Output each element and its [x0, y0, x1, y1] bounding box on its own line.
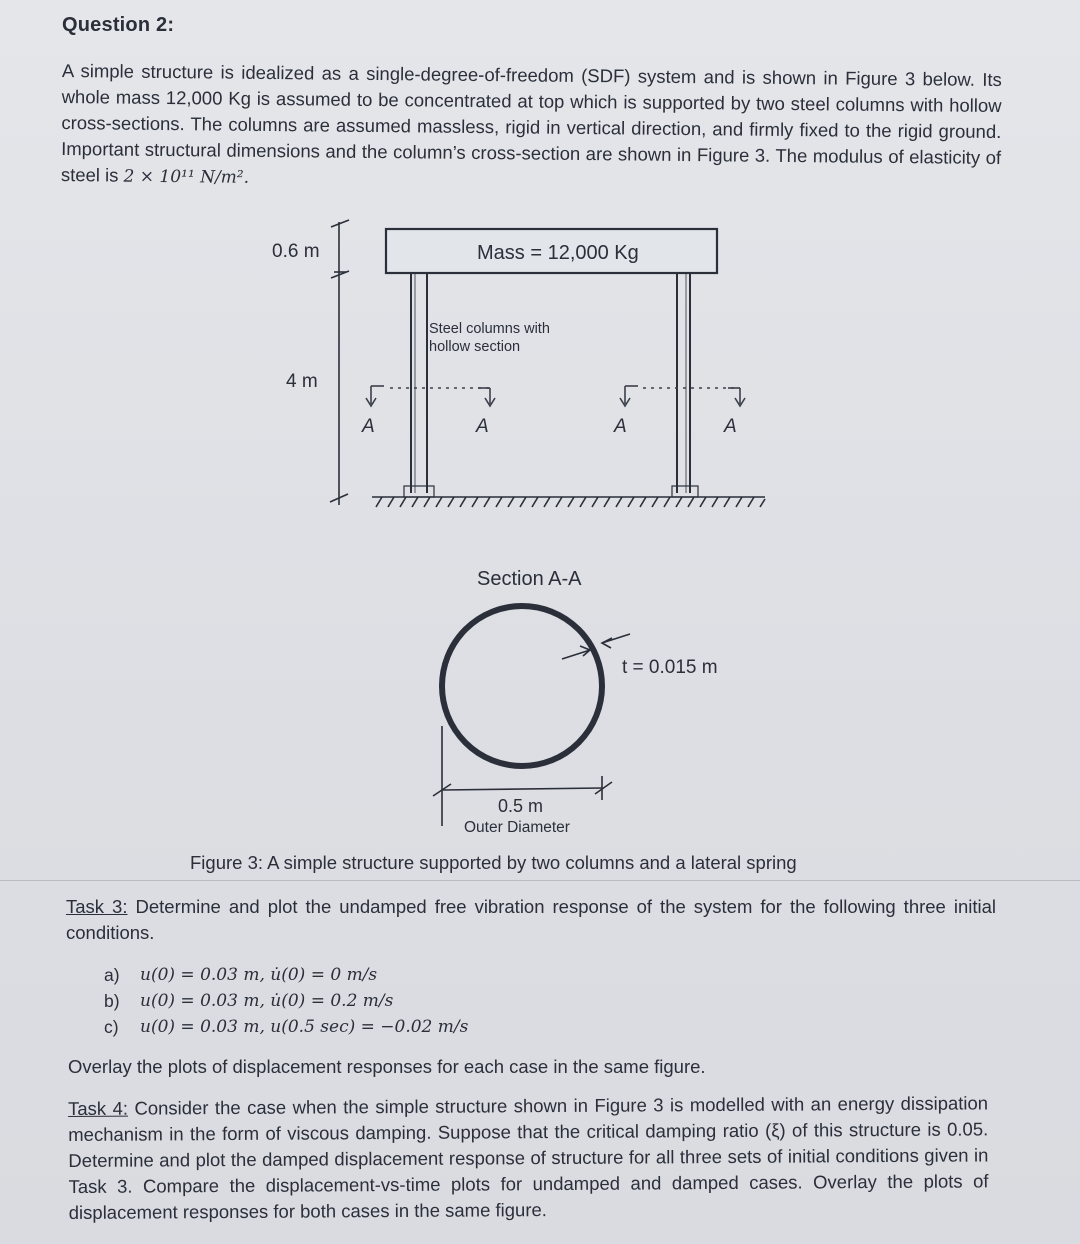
section-mark-1: A — [362, 416, 375, 437]
condition-text: u(0) = 0.03 m, u̇(0) = 0 m/s — [140, 965, 378, 985]
right-column — [677, 273, 690, 493]
condition-letter: a) — [104, 965, 120, 985]
task-3-label: Task 3: — [66, 896, 128, 917]
condition-letter: c) — [104, 1017, 119, 1037]
column-note-line1: Steel columns with — [429, 321, 550, 337]
ground — [372, 486, 765, 507]
column-note-line2: hollow section — [429, 339, 521, 355]
question-heading: Question 2: — [62, 14, 175, 36]
section-cut-left — [366, 386, 495, 406]
section-mark-2: A — [476, 416, 489, 437]
diameter-label: Outer Diameter — [464, 819, 570, 836]
modulus-value: 2 × 10¹¹ N/m². — [123, 166, 250, 188]
list-item — [104, 962, 468, 988]
overlay-instruction: Overlay the plots of displacement responses for each case in the same figure. — [68, 1056, 706, 1077]
left-column — [411, 273, 427, 493]
divider — [0, 880, 1080, 881]
list-item — [104, 988, 468, 1014]
section-title: Section A-A — [477, 568, 582, 590]
dim-top-label: 0.6 m — [272, 241, 320, 262]
task-4-text: Consider the case when the simple structure shown in Figure 3 is modelled with an energy dissipation mechanism in the form of viscous damping. Suppose that the critical damping ratio (ξ) of this structure is 0.05. Determine and plot the damped displacement response of structure for all three sets of initial conditions given in Task 3. Compare the displacement-vs-time plots for undamped and damped cases. Overlay the plots of displacement responses for both cases in the same figure. — [68, 1092, 989, 1223]
condition-letter: b) — [104, 991, 120, 1011]
section-mark-4: A — [724, 416, 737, 437]
initial-conditions — [104, 962, 468, 1040]
dim-height-label: 4 m — [286, 371, 318, 392]
figure-caption: Figure 3: A simple structure supported by two columns and a lateral spring — [190, 852, 797, 873]
height-dimension — [330, 220, 349, 505]
section-cut-right — [620, 386, 745, 406]
condition-text: u(0) = 0.03 m, u̇(0) = 0.2 m/s — [140, 991, 394, 1011]
list-item — [104, 1014, 468, 1040]
task-4-label: Task 4: — [68, 1097, 129, 1119]
condition-text: u(0) = 0.03 m, u(0.5 sec) = −0.02 m/s — [140, 1017, 469, 1037]
thickness-label: t = 0.015 m — [622, 657, 718, 678]
task-4 — [68, 1090, 989, 1226]
hollow-section — [442, 606, 602, 766]
problem-text: A simple structure is idealized as a single-degree-of-freedom (SDF) system and is shown in Figure 3 below. Its whole mass 12,000 Kg is assumed to be concentrated at top which is supported by two steel columns with hollow cross-sections. The columns are assumed massless, rigid in vertical direction, and firmly fixed to the rigid ground. Important structural dimensions and the column’s cross-section are shown in Figure 3. The modulus of elasticity of steel is — [60, 59, 1002, 186]
task-3 — [66, 894, 996, 946]
mass-label: Mass = 12,000 Kg — [477, 242, 639, 264]
section-mark-3: A — [614, 416, 627, 437]
diameter-value: 0.5 m — [498, 796, 544, 816]
task-3-text: Determine and plot the undamped free vibration response of the system for the following three initial conditions. — [66, 896, 997, 943]
